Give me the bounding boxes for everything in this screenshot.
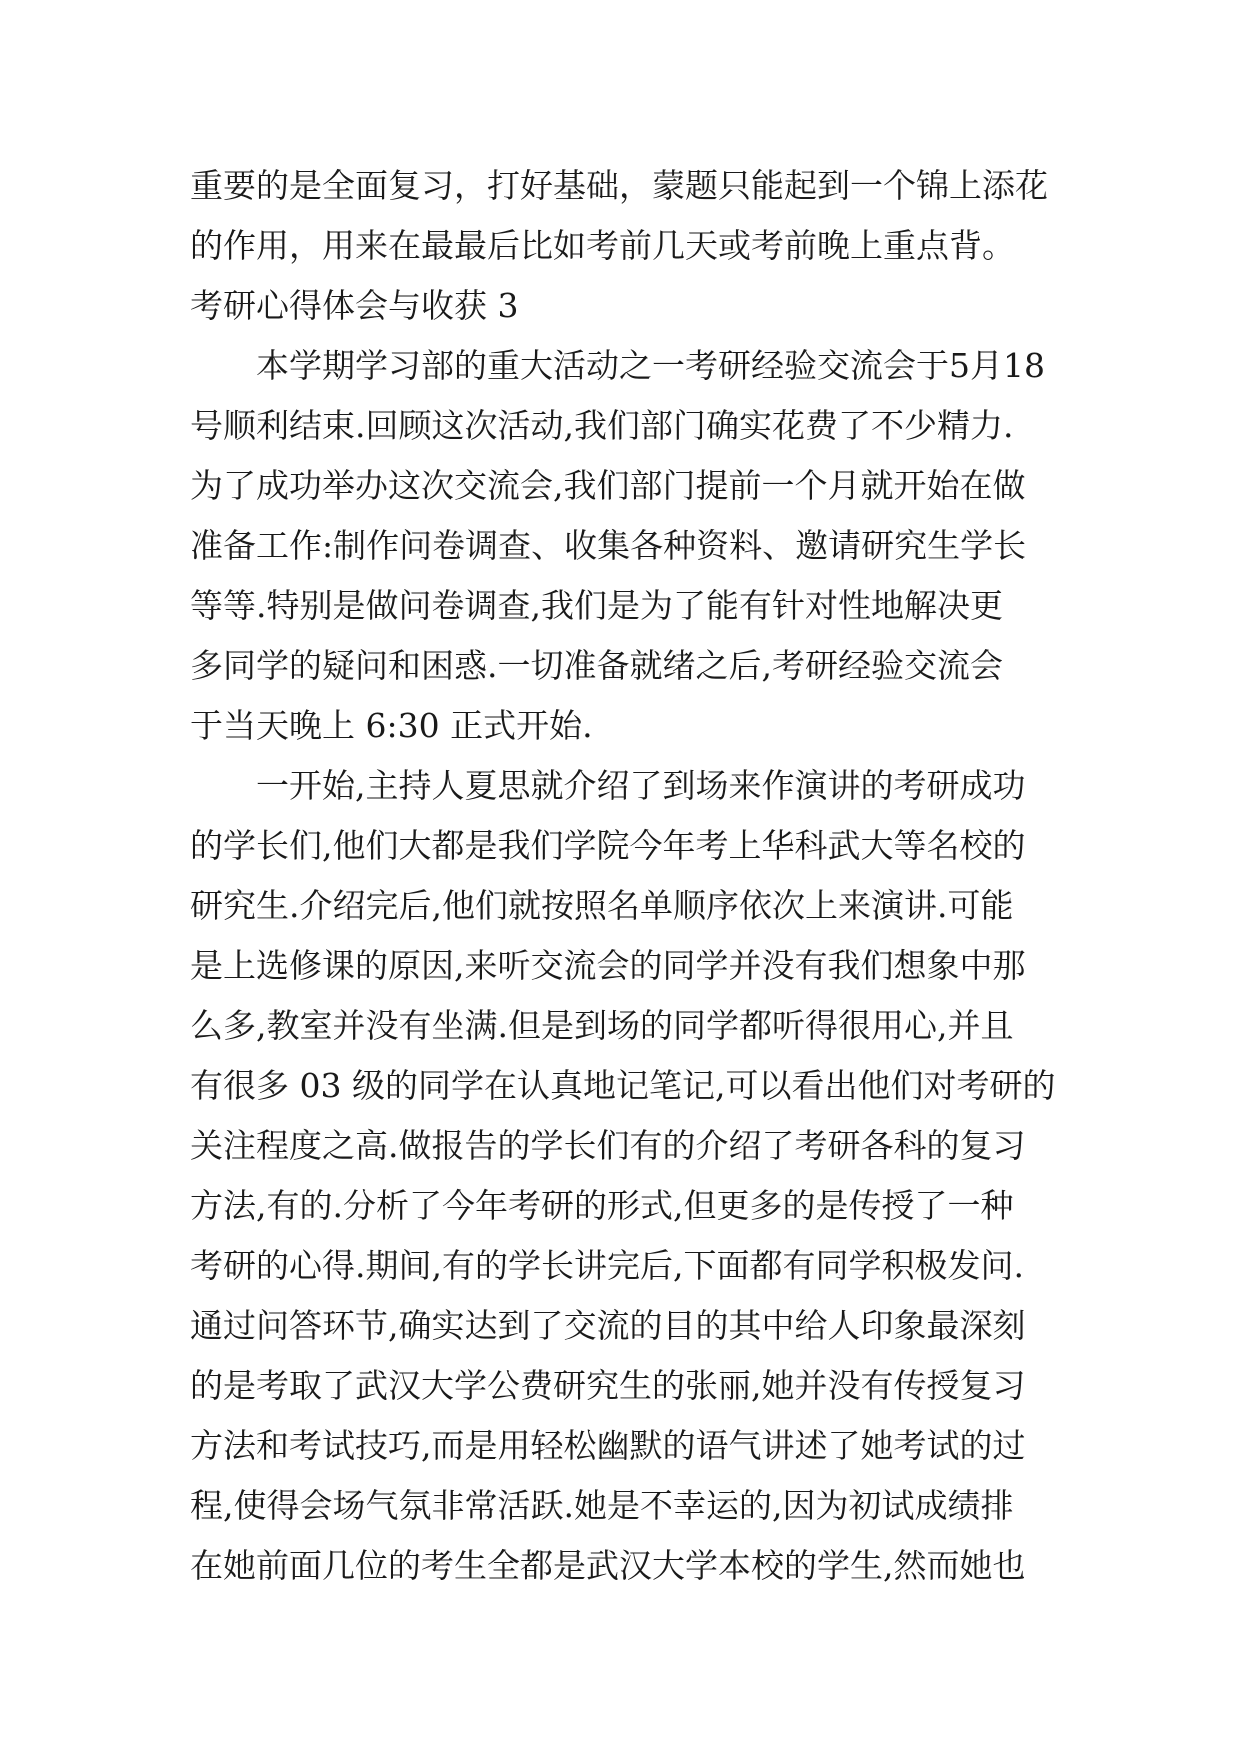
text-line: 关注程度之高.做报告的学长们有的介绍了考研各科的复习 bbox=[190, 1126, 1026, 1165]
text-line: 方法和考试技巧,而是用轻松幽默的语气讲述了她考试的过 bbox=[190, 1426, 1026, 1465]
text-line: 于当天晚上 6:30 正式开始. bbox=[190, 706, 593, 745]
text-line: 在她前面几位的考生全都是武汉大学本校的学生,然而她也 bbox=[190, 1546, 1026, 1585]
text-line: 方法,有的.分析了今年考研的形式,但更多的是传授了一种 bbox=[190, 1186, 1014, 1225]
text-line: 通过问答环节,确实达到了交流的目的其中给人印象最深刻 bbox=[190, 1306, 1026, 1345]
text-line: 是上选修课的原因,来听交流会的同学并没有我们想象中那 bbox=[190, 946, 1026, 985]
text-line: 为了成功举办这次交流会,我们部门提前一个月就开始在做 bbox=[190, 466, 1026, 505]
text-line: 的学长们,他们大都是我们学院今年考上华科武大等名校的 bbox=[190, 826, 1026, 865]
section-heading: 考研心得体会与收获 3 bbox=[190, 286, 519, 325]
text-line: 等等.特别是做问卷调查,我们是为了能有针对性地解决更 bbox=[190, 586, 1003, 625]
text-line: 研究生.介绍完后,他们就按照名单顺序依次上来演讲.可能 bbox=[190, 886, 1014, 925]
text-line: 程,使得会场气氛非常活跃.她是不幸运的,因为初试成绩排 bbox=[190, 1486, 1014, 1525]
text-line: 的是考取了武汉大学公费研究生的张丽,她并没有传授复习 bbox=[190, 1366, 1026, 1405]
paragraph-first-line: 本学期学习部的重大活动之一考研经验交流会于5月18 bbox=[256, 346, 1045, 385]
text-line: 么多,教室并没有坐满.但是到场的同学都听得很用心,并且 bbox=[190, 1006, 1014, 1045]
text-line: 多同学的疑问和困惑.一切准备就绪之后,考研经验交流会 bbox=[190, 646, 1003, 685]
text-line: 准备工作:制作问卷调查、收集各种资料、邀请研究生学长 bbox=[190, 526, 1027, 565]
text-line: 的作用，用来在最最后比如考前几天或考前晚上重点背。 bbox=[190, 226, 1015, 265]
text-line: 考研的心得.期间,有的学长讲完后,下面都有同学积极发问. bbox=[190, 1246, 1024, 1285]
text-line: 重要的是全面复习，打好基础，蒙题只能起到一个锦上添花 bbox=[190, 166, 1048, 205]
text-line: 有很多 03 级的同学在认真地记笔记,可以看出他们对考研的 bbox=[190, 1066, 1056, 1105]
text-line: 号顺利结束.回顾这次活动,我们部门确实花费了不少精力. bbox=[190, 406, 1014, 445]
paragraph-first-line: 一开始,主持人夏思就介绍了到场来作演讲的考研成功 bbox=[256, 766, 1026, 805]
